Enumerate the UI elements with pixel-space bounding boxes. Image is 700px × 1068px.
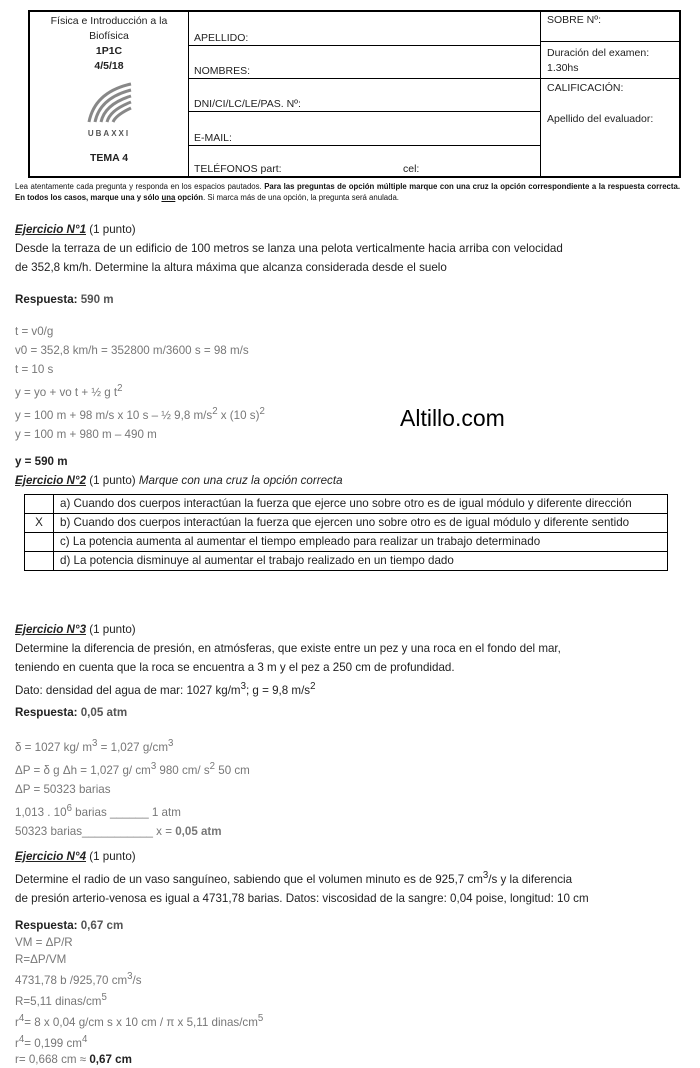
exam-meta [541,12,679,176]
exam-header [28,10,681,178]
option-a[interactable]: a) Cuando dos cuerpos interactúan la fuerza que ejerce uno sobre otro es de igual módulo y diferente dirección [25,495,668,514]
logo-text: UBAXXI [87,129,131,138]
email-field[interactable]: E-MAIL: [188,112,540,146]
dni-field[interactable]: DNI/CI/LC/LE/PAS. Nº: [188,79,540,112]
exercise-2-options [24,494,668,571]
duracion-label: Duración del examen: [547,47,650,59]
exam-date: 4/5/18 [94,60,124,72]
exercise-1-solution: t = v0/g v0 = 352,8 km/h = 352800 m/3600 s = 98 m/s t = 10 s y = yo + vo t + ½ g $t^2$ y = 100 m + 98 m/s x 10 s – ½ 9,8 $m/s^2$ x (10 s)$^2$ y = 100 m + 980 m – 490 m [15,325,265,441]
course-code: 1P1C [95,45,123,57]
exercise-4-answer: Respuesta: 0,67 cm VM = ΔP/R R=ΔP/VM 4731,78 b /925,70 $cm^3/s$ R=5,11 dinas/$cm^5$ $r^4= 8$ x 0,04 g/cm s x 10 cm / π x 5,11 dinas/$cm^5$ $r^4= 0,199$ $cm^4$ r= 0,668 cm ≈ 0,67 cm [15,919,264,1067]
nombres-field[interactable]: NOMBRES: [188,46,540,79]
exercise-2-title: Ejercicio N°2 [15,474,87,487]
student-fields [188,12,541,176]
option-a-mark[interactable] [25,495,54,514]
exercise-4-title: Ejercicio N°4 [15,850,87,863]
course-name: Física e Introducción a la Biofísica [50,15,168,42]
option-d-mark[interactable] [25,552,54,571]
exercise-1-final: y = 590 m [15,455,68,468]
option-d[interactable]: d) La potencia disminuye al aumentar el trabajo realizado en un tiempo dado [25,552,668,571]
uba-logo-icon [81,78,137,126]
telefonos-field[interactable]: TELÉFONOS part: cel: [194,163,420,175]
exercise-1: Ejercicio N°1 (1 punto) Desde la terraza de un edificio de 100 metros se lanza una pelota verticalmente hacia arriba con velocidad de 352,8 km/h. Determine la altura máxima que alcanza considerada desde el suelo [15,220,685,277]
tema-label: TEMA 4 [89,152,129,164]
option-b[interactable]: X b) Cuando dos cuerpos interactúan la fuerza que ejercen uno sobre otro es de igual módulo y diferente sentido [25,514,668,533]
exercise-4: Ejercicio N°4 (1 punto) Determine el radio de un vaso sanguíneo, sabiendo que el volumen minuto es de 925,7 $cm^3/s$ y la diferencia de presión arterio-venosa es igual a 4731,78 barias. Datos: viscosidad de la sangre: 0,04 poise, longitud: 10 cm [15,850,589,905]
option-c[interactable]: c) La potencia aumenta al aumentar el tiempo empleado para realizar un trabajo determinado [25,533,668,552]
calificacion-label: CALIFICACIÓN: [547,82,624,94]
apellido-field[interactable]: APELLIDO: [188,12,540,46]
course-info [30,12,189,176]
exercise-3-title: Ejercicio N°3 [15,623,87,636]
exercise-2: Ejercicio N°2 (1 punto) Marque con una cruz la opción correcta [15,474,343,487]
exercise-1-title: Ejercicio N°1 [15,223,87,236]
exercise-1-text: Desde la terraza de un edificio de 100 metros se lanza una pelota verticalmente hacia arriba con velocidad [15,242,563,255]
exercise-1-answer: Respuesta: 590 m [15,293,114,306]
evaluador-label: Apellido del evaluador: [547,113,654,125]
exercise-3-answer: Respuesta: 0,05 atm [15,706,128,719]
duracion-value: 1.30hs [547,62,579,74]
exercise-3-solution: δ = 1027 kg/ $m^3 = 1,027$ $g/cm^3$ ΔP = δ g Δh = 1,027 g/ $cm^3$ 980 cm/ $s^2$ 50 cm ΔP = 50323 barias 1,013 . $10^6$ barias ______ 1 atm 50323 barias___________ x = 0,05 atm [15,738,250,838]
option-b-mark[interactable]: X [25,514,54,533]
sobre-label: SOBRE Nº: [541,14,679,42]
cel-label: cel: [403,163,420,175]
instructions: Lea atentamente cada pregunta y responda en los espacios pautados. Para las preguntas de opción múltiple marque con una cruz la opción correspondiente a la respuesta correcta. En todos los casos, marque una y sólo una opción. Si marca más de una opción, la pregunta será anulada. [15,182,680,202]
exercise-3: Ejercicio N°3 (1 punto) Determine la diferencia de presión, en atmósferas, que existe entre un pez y una roca en el fondo del mar, teniendo en cuenta que la roca se encuentra a 3 m y el pez a 250 cm de profundidad. Dato: densidad del agua de mar: 1027 $kg/m^3$; g = 9,8 $m/s^2$ [15,623,561,697]
option-c-mark[interactable] [25,533,54,552]
watermark: Altillo.com [400,405,505,431]
